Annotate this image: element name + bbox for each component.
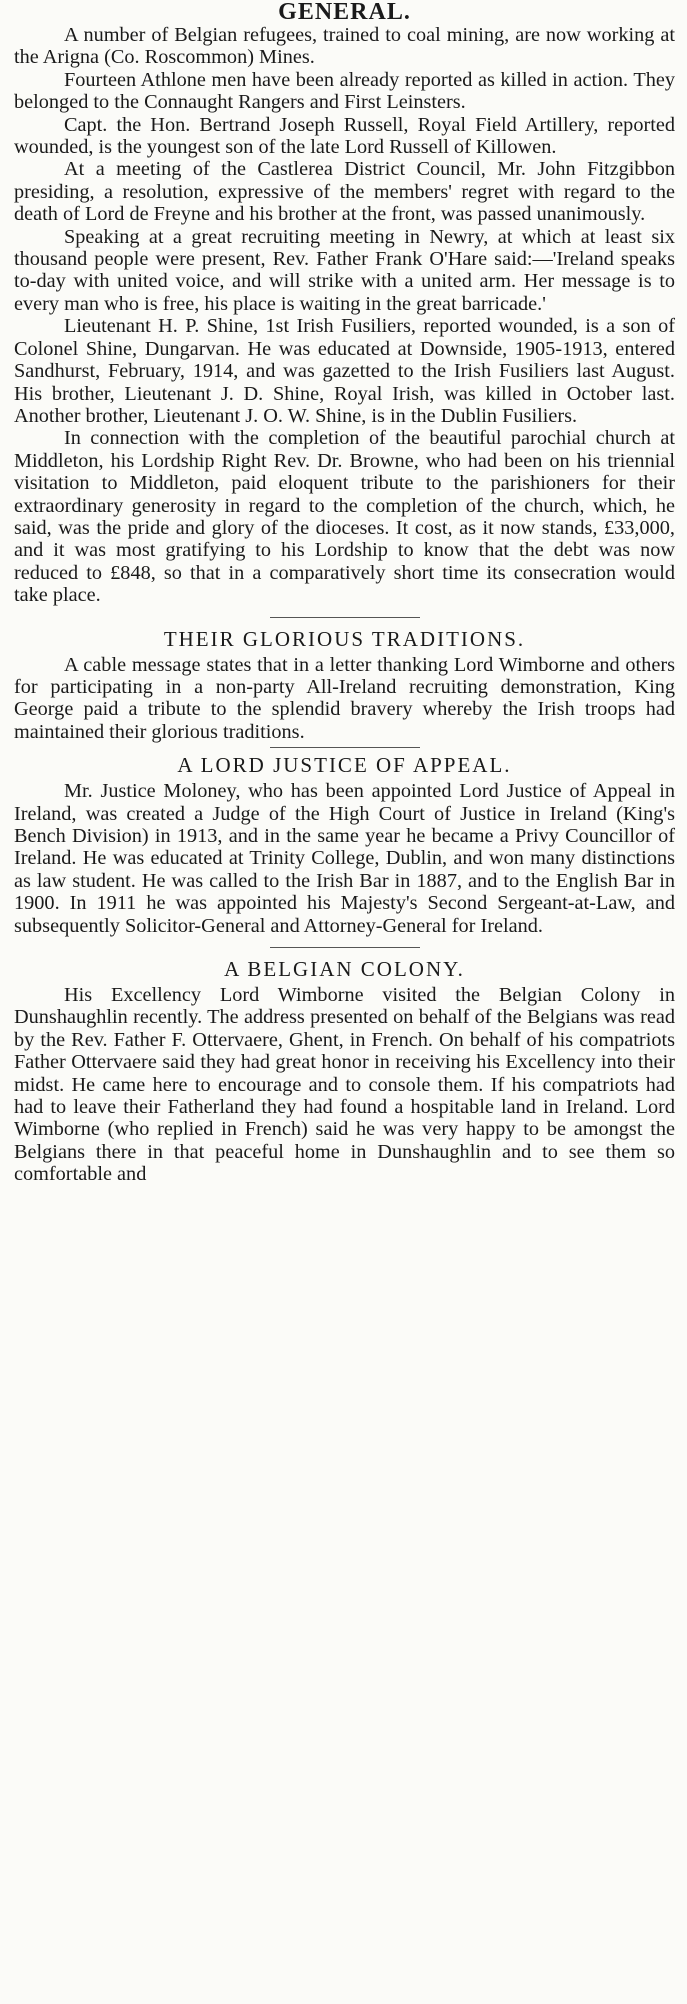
section-divider [270,747,420,748]
traditions-paragraph: A cable message states that in a letter thanking Lord Wimborne and others for participating in a non-party All-Ireland recruiting demonstration, King George paid a tribute to the splendid bravery whereby the Irish troops had maintained their glorious traditions. [14,653,675,743]
section-divider [270,947,420,948]
paragraph-capt-russell: Capt. the Hon. Bertrand Joseph Russell, Royal Field Artillery, reported wounded, is the youngest son of the late Lord Russell of Killowen. [14,113,675,159]
section-divider [270,617,420,618]
traditions-heading: THEIR GLORIOUS TRADITIONS. [163,626,526,651]
belgian-colony-paragraph: His Excellency Lord Wimborne visited the Belgian Colony in Dunshaughlin recently. The address presented on behalf of the Belgians was read by the Rev. Father F. Ottervaere, Ghent, in French. On behalf of his compatriots Father Ottervaere said they had great honor in receiving his Excellency into their midst. He came here to encourage and to console them. If his compatriots had had to leave their Fatherland they had found a hospitable land in Ireland. Lord Wimborne (who replied in French) said he was very happy to be amongst the Belgians there in that peaceful home in Dunshaughlin and to see them so comfortable and [14,984,675,1186]
lord-justice-section [14,752,675,937]
paragraph-lieutenant-shine: Lieutenant H. P. Shine, 1st Irish Fusiliers, reported wounded, is a son of Colonel Shine, Dungarvan. He was educated at Downside, 1905-1913, entered Sandhurst, February, 1914, and was gazetted to the Irish Fusiliers last August. His brother, Lieutenant J. D. Shine, Royal Irish, was killed in October last. Another brother, Lieutenant J. O. W. Shine, is in the Dublin Fusiliers. [14,315,675,427]
traditions-section [14,626,675,744]
general-heading: GENERAL. [278,0,411,25]
paragraph-belgian-refugees: A number of Belgian refugees, trained to coal mining, are now working at the Arigna (Co. Roscommon) Mines. [14,24,675,69]
paragraph-athlone-men: Fourteen Athlone men have been already reported as killed in action. They belonged to the Connaught Rangers and First Leinsters. [14,68,675,114]
paragraph-newry-meeting: Speaking at a great recruiting meeting in Newry, at which at least six thousand people were present, Rev. Father Frank O'Hare said:—'Ireland speaks to-day with united voice, and will strike with a united arm. Her message is to every man who is free, his place is waiting in the great barricade.' [14,225,675,315]
belgian-colony-heading: A BELGIAN COLONY. [224,957,465,982]
paragraph-castlerea-council: At a meeting of the Castlerea District Council, Mr. John Fitzgibbon presiding, a resolution, expressive of the members' regret with regard to the death of Lord de Freyne and his brother at the front, was passed unanimously. [14,158,675,226]
lord-justice-heading: A LORD JUSTICE OF APPEAL. [177,753,512,778]
paragraph-middleton-church: In connection with the completion of the beautiful parochial church at Middleton, his Lordship Right Rev. Dr. Browne, who had been on his triennial visitation to Middleton, paid eloquent tribute to the parishioners for their extraordinary generosity in regard to the completion of the church, which, he said, was the pride and glory of the dioceses. It cost, as it now stands, £33,000, and it was most gratifying to his Lordship to know that the debt was now reduced to £848, so that in a comparatively short time its consecration would take place. [14,427,675,607]
general-section [14,0,675,607]
lord-justice-paragraph: Mr. Justice Moloney, who has been appointed Lord Justice of Appeal in Ireland, was created a Judge of the High Court of Justice in Ireland (King's Bench Division) in 1913, and in the same year he became a Privy Councillor of Ireland. He was educated at Trinity College, Dublin, and won many distinctions as law student. He was called to the Irish Bar in 1887, and to the English Bar in 1900. In 1911 he was appointed his Majesty's Second Sergeant-at-Law, and subsequently Solicitor-General and Attorney-General for Ireland. [14,780,675,937]
belgian-colony-section [14,956,675,1186]
